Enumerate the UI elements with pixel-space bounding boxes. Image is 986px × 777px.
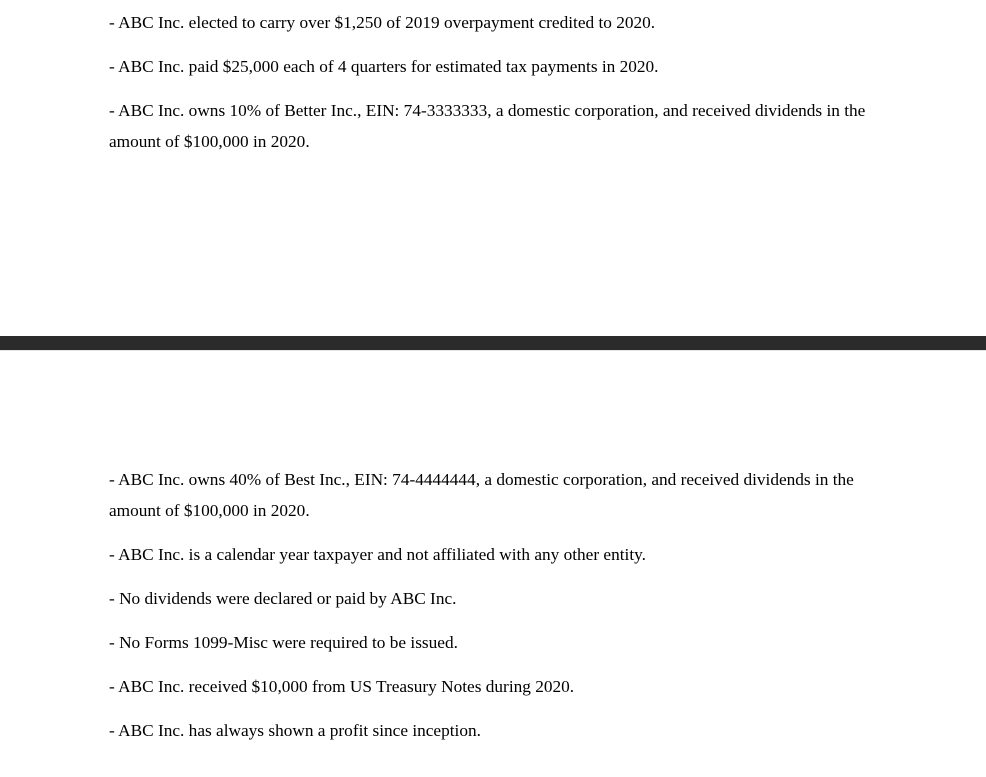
page-separator [0,336,986,350]
document-page-2 [0,351,986,777]
paragraph-no-dividends-declared: - No dividends were declared or paid by ABC Inc. [109,589,457,608]
paragraph-carryover-overpayment: - ABC Inc. elected to carry over $1,250 of 2019 overpayment credited to 2020. [109,13,656,32]
paragraph-no-forms-1099: - No Forms 1099-Misc were required to be issued. [109,633,458,652]
paragraph-best-inc-dividends: - ABC Inc. owns 40% of Best Inc., EIN: 74-4444444, a domestic corporation, and received dividends in the amount of $100,000 in 2020. [109,470,854,520]
paragraph-calendar-year-taxpayer: - ABC Inc. is a calendar year taxpayer and not affiliated with any other entity. [109,545,646,564]
paragraph-better-inc-dividends: - ABC Inc. owns 10% of Better Inc., EIN: 74-3333333, a domestic corporation, and received dividends in the amount of $100,000 in 2020. [109,101,866,151]
paragraph-estimated-tax-payments: - ABC Inc. paid $25,000 each of 4 quarters for estimated tax payments in 2020. [109,57,659,76]
paragraph-treasury-notes: - ABC Inc. received $10,000 from US Treasury Notes during 2020. [109,677,575,696]
document-page-1 [0,0,986,336]
paragraph-always-profit: - ABC Inc. has always shown a profit since inception. [109,721,481,740]
